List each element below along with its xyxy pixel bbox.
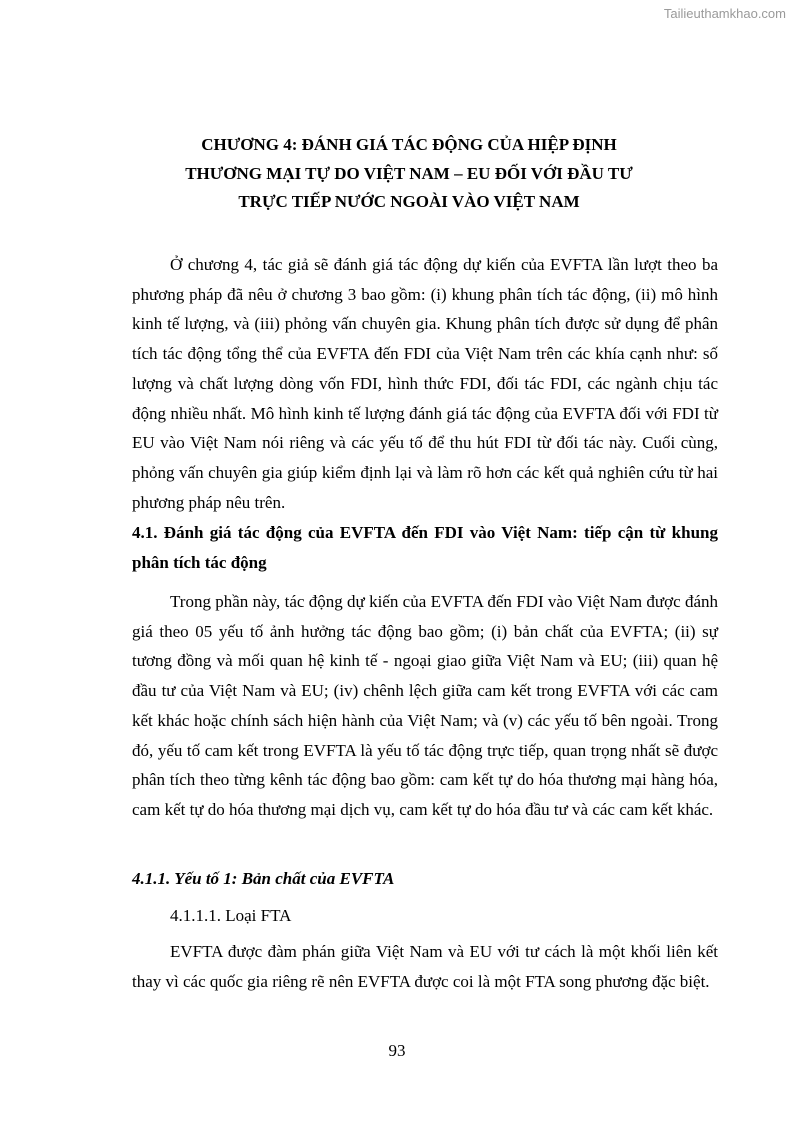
chapter-title-line-2: THƯƠNG MẠI TỰ DO VIỆT NAM – EU ĐỐI VỚI ĐẦU TƯ xyxy=(185,163,633,183)
section-4-1-1-1-label: 4.1.1.1. Loại FTA xyxy=(170,906,292,925)
section-4-1-1-heading: 4.1.1. Yếu tố 1: Bản chất của EVFTA xyxy=(132,869,395,888)
chapter-title-line-3: TRỰC TIẾP NƯỚC NGOÀI VÀO VIỆT NAM xyxy=(238,192,580,211)
chapter-title xyxy=(100,131,718,217)
watermark: Tailieuthamkhao.com xyxy=(663,6,786,21)
section-4-1-paragraph: Trong phần này, tác động dự kiến của EVFTA đến FDI vào Việt Nam được đánh giá theo 05 yếu tố ảnh hưởng tác động bao gồm; (i) bản chất của EVFTA; (ii) sự tương đồng và mối quan hệ kinh tế - ngoại giao giữa Việt Nam và EU; (iii) quan hệ đầu tư của Việt Nam và EU; (iv) chênh lệch giữa cam kết trong EVFTA với các cam kết khác hoặc chính sách hiện hành của Việt Nam; và (v) các yếu tố bên ngoài. Trong đó, yếu tố cam kết trong EVFTA là yếu tố tác động trực tiếp, quan trọng nhất sẽ được phân tích theo từng kênh tác động bao gồm: cam kết tự do hóa thương mại hàng hóa, cam kết tự do hóa thương mại dịch vụ, cam kết tự do hóa đầu tư và các cam kết khác. xyxy=(132,592,718,819)
section-4-1-heading: 4.1. Đánh giá tác động của EVFTA đến FDI vào Việt Nam: tiếp cận từ khung phân tích tác động xyxy=(132,523,718,572)
chapter-title-line-1: CHƯƠNG 4: ĐÁNH GIÁ TÁC ĐỘNG CỦA HIỆP ĐỊNH xyxy=(201,135,617,154)
intro-paragraph: Ở chương 4, tác giả sẽ đánh giá tác động dự kiến của EVFTA lần lượt theo ba phương pháp đã nêu ở chương 3 bao gồm: (i) khung phân tích tác động, (ii) mô hình kinh tế lượng, và (iii) phỏng vấn chuyên gia. Khung phân tích được sử dụng để phân tích tác động tổng thể của EVFTA đến FDI của Việt Nam trên các khía cạnh như: số lượng và chất lượng dòng vốn FDI, hình thức FDI, đối tác FDI, các ngành chịu tác động nhiều nhất. Mô hình kinh tế lượng đánh giá tác động của EVFTA đối với FDI từ EU vào Việt Nam nói riêng và các yếu tố để thu hút FDI từ đối tác này. Cuối cùng, phỏng vấn chuyên gia giúp kiểm định lại và làm rõ hơn các kết quả nghiên cứu từ hai phương pháp nêu trên. xyxy=(132,255,718,512)
section-4-1-1-paragraph: EVFTA được đàm phán giữa Việt Nam và EU với tư cách là một khối liên kết thay vì các quốc gia riêng rẽ nên EVFTA được coi là một FTA song phương đặc biệt. xyxy=(132,942,718,991)
page-number: 93 xyxy=(388,1041,406,1060)
